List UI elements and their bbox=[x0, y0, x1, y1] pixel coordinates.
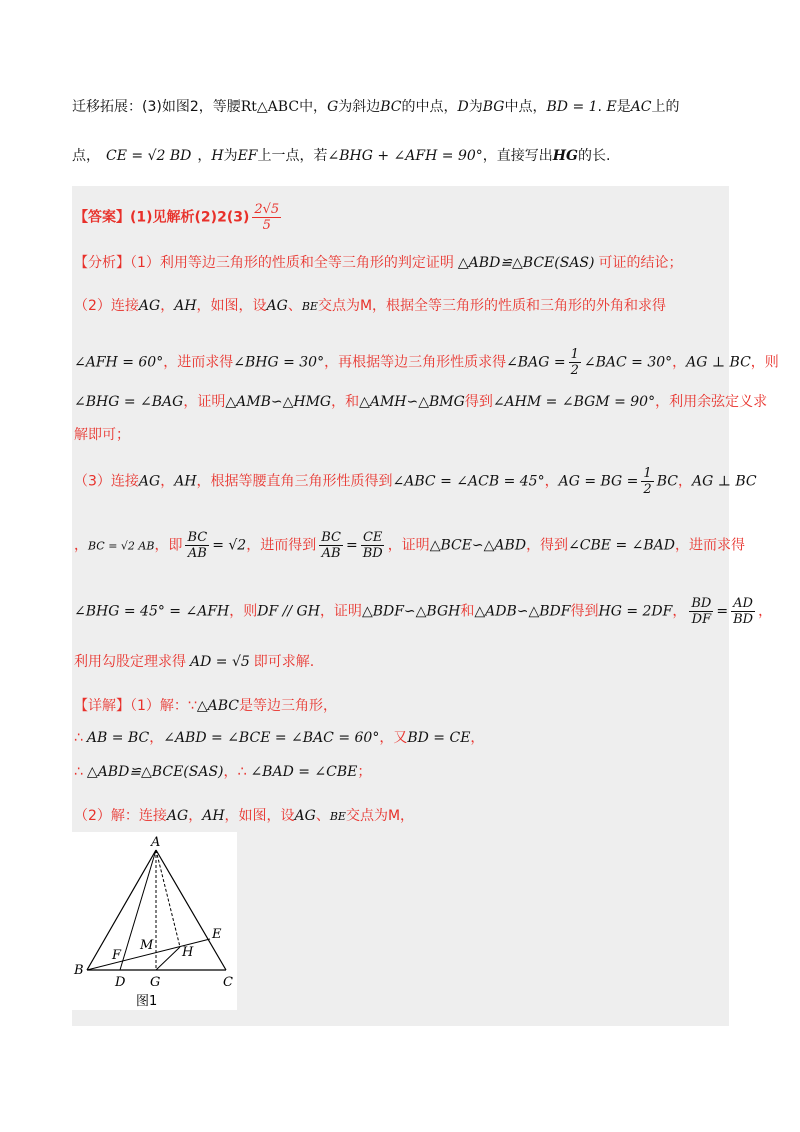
frac-bd-df: $\frac{BD}{DF}$ bbox=[691, 596, 712, 627]
detail-line-2: ∴ AB = BC，∠ABD = ∠BCE = ∠BAC = 60°，又BD = CE， bbox=[74, 730, 485, 746]
problem-line-1: 迁移拓展：(3)如图2，等腰Rt△ABC中，G为斜边BC的中点，D为BG中点，BD = 1. E是AC上的 bbox=[72, 99, 680, 115]
label-f: F bbox=[112, 948, 122, 963]
analysis-line-8: ∠BHG = 45° = ∠AFH，则DF // GH，证明△BDF∽△BGH和△ADB∽△BDF得到HG = 2DF， $\frac{BD}{DF}$ = $\frac{AD}{BD}$ ， bbox=[74, 596, 773, 627]
analysis-line-5: 解即可； bbox=[74, 427, 130, 443]
label-d: D bbox=[115, 975, 126, 990]
analysis-line-2: （2）连接AG，AH，如图，设AG、BE交点为M，根据全等三角形的性质和三角形的外角和求得 bbox=[74, 298, 667, 314]
label-c: C bbox=[223, 975, 233, 990]
answer-fraction: $\frac{2√5}{5}$ bbox=[254, 202, 280, 233]
analysis-line-1: 【分析】（1）利用等边三角形的性质和全等三角形的判定证明 △ABD≌△BCE(SAS) 可证的结论； bbox=[74, 255, 683, 271]
frac-bc-ab-2: $\frac{BC}{AB}$ bbox=[321, 530, 341, 561]
figure-caption: 图1 bbox=[136, 994, 158, 1009]
segment-gh bbox=[156, 947, 180, 970]
label-b: B bbox=[74, 963, 84, 978]
detail-line-3: ∴ △ABD≌△BCE(SAS)，∴ ∠BAD = ∠CBE； bbox=[74, 764, 372, 780]
label-m: M bbox=[140, 938, 154, 953]
analysis-line-9: 利用勾股定理求得 AD = √5 即可求解. bbox=[74, 654, 315, 670]
frac-ce-bd: $\frac{CE}{BD}$ bbox=[362, 530, 383, 561]
label-e: E bbox=[212, 927, 222, 942]
frac-ad-bd: $\frac{AD}{BD}$ bbox=[733, 596, 754, 627]
detail-line-1: 【详解】（1）解：∵△ABC是等边三角形， bbox=[74, 698, 337, 714]
half-fraction: $\frac{1}{2}$ bbox=[570, 347, 579, 378]
analysis-line-3: ∠AFH = 60°，进而求得∠BHG = 30°，再根据等边三角形性质求得∠BAG = $\frac{1}{2}$ ∠BAC = 30°，AG ⊥ BC，则 bbox=[74, 347, 779, 378]
label-a: A bbox=[151, 835, 161, 850]
label-h: H bbox=[182, 945, 194, 960]
problem-line-2: 点， CE = √2 BD ，H为EF上一点，若∠BHG + ∠AFH = 90°，直接写出HG的长. bbox=[72, 148, 611, 164]
label-g: G bbox=[150, 975, 161, 990]
analysis-line-4: ∠BHG = ∠BAG，证明△AMB∽△HMG，和△AMH∽△BMG得到∠AHM = ∠BGM = 90°，利用余弦定义求 bbox=[74, 394, 768, 410]
answer-line: 【答案】(1)见解析(2)2(3) $\frac{2√5}{5}$ bbox=[74, 202, 280, 233]
half-fraction-2: $\frac{1}{2}$ bbox=[643, 466, 652, 497]
segment-ah-dashed bbox=[156, 850, 180, 947]
analysis-line-7: ，BC = √2 AB，即 $\frac{BC}{AB}$ = √2，进而得到 $\frac{BC}{AB}$ = $\frac{CE}{BD}$ ，证明△BCE∽△ABD，得到∠CBE = ∠BAD，进而求得 bbox=[74, 530, 745, 561]
detail-line-4: （2）解：连接AG，AH，如图，设AG、BE交点为M， bbox=[74, 808, 415, 824]
geometry-figure bbox=[72, 832, 237, 1010]
analysis-line-6: （3）连接AG，AH，根据等腰直角三角形性质得到∠ABC = ∠ACB = 45°，AG = BG = $\frac{1}{2}$ BC，AG ⊥ BC bbox=[74, 466, 757, 497]
figure-svg bbox=[72, 832, 237, 1010]
frac-bc-ab: $\frac{BC}{AB}$ bbox=[187, 530, 208, 561]
